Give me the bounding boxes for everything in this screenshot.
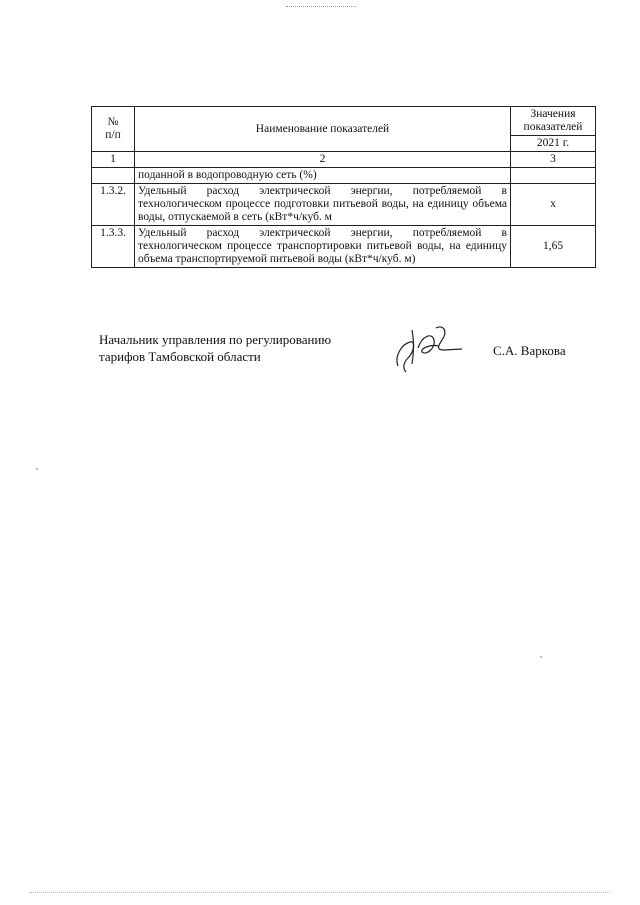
row-value (511, 168, 596, 184)
row-name: Удельный расход электрической энергии, потребляемой в технологическом процессе транспортировки питьевой воды, на единицу объема транспортируемой питьевой воды (кВт*ч/куб. м) (135, 226, 511, 268)
row-value: 1,65 (511, 226, 596, 268)
scan-speck (36, 468, 38, 470)
handwritten-signature (392, 322, 470, 374)
row-name-continuation: поданной в водопроводную сеть (%) (135, 168, 511, 184)
scan-edge (30, 892, 610, 893)
table-header-row (92, 107, 596, 136)
row-value: x (511, 184, 596, 226)
position-line-1: Начальник управления по регулированию (99, 332, 332, 347)
signatory-position (99, 331, 331, 365)
numbering-col1: 1 (92, 152, 135, 168)
table-numbering-row (92, 152, 596, 168)
row-number: 1.3.3. (92, 226, 135, 268)
signatory-name: С.А. Варкова (493, 343, 566, 358)
header-values: Значения показателей (511, 107, 596, 136)
row-name: Удельный расход электрической энергии, потребляемой в технологическом процессе подготовки питьевой воды, на единицу объема воды, отпускаемой в сеть (кВт*ч/куб. м (135, 184, 511, 226)
header-number: № п/п (92, 107, 135, 152)
table-row (92, 184, 596, 226)
scan-speck (540, 656, 542, 658)
numbering-col3: 3 (511, 152, 596, 168)
table-row (92, 168, 596, 184)
header-year: 2021 г. (511, 136, 596, 152)
row-number (92, 168, 135, 184)
table-row (92, 226, 596, 268)
indicators-table (91, 106, 596, 268)
scan-mark (286, 6, 356, 8)
row-number: 1.3.2. (92, 184, 135, 226)
header-name: Наименование показателей (135, 107, 511, 152)
numbering-col2: 2 (135, 152, 511, 168)
position-line-2: тарифов Тамбовской области (99, 349, 261, 364)
